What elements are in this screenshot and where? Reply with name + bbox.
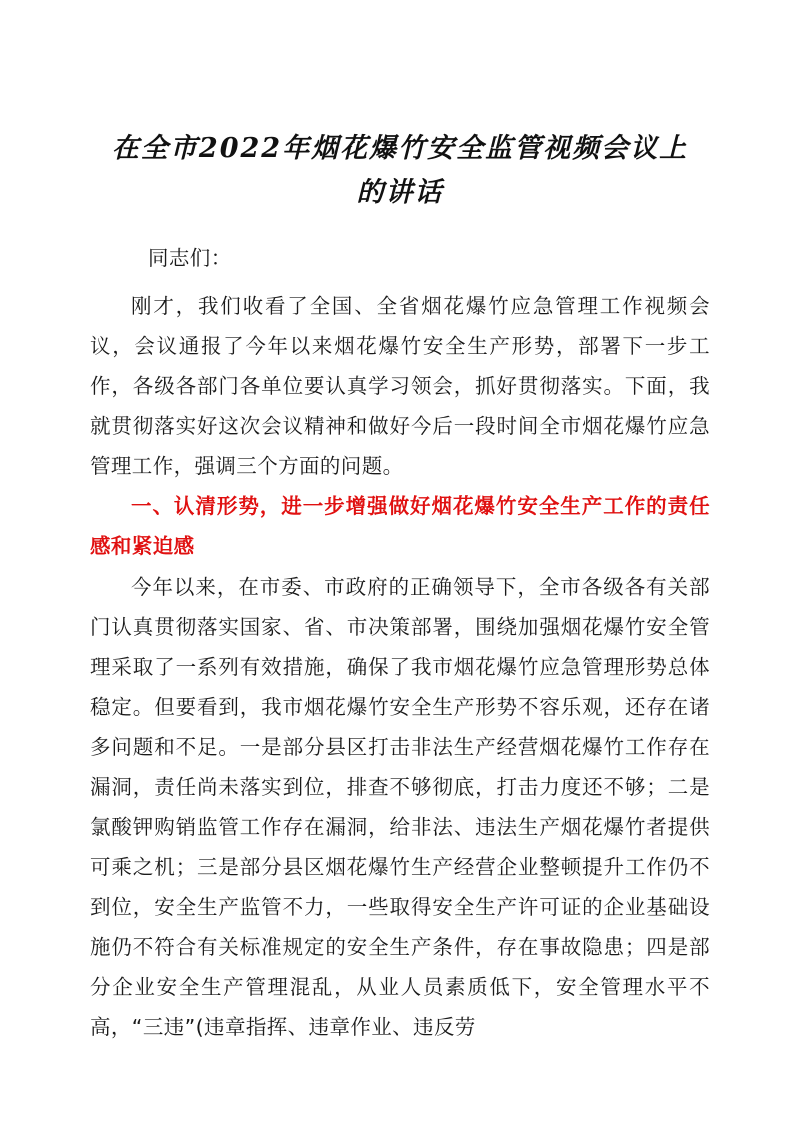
section-heading-1: 一、认清形势，进一步增强做好烟花爆竹安全生产工作的责任感和紧迫感 bbox=[90, 494, 710, 558]
paragraph-intro: 刚才，我们收看了全国、全省烟花爆竹应急管理工作视频会议，会议通报了今年以来烟花爆竹安全生产形势，部署下一步工作，各级各部门各单位要认真学习领会，抓好贯彻落实。下面，我就贯彻落实好这次会议精神和做好今后一段时间全市烟花爆竹应急管理工作，强调三个方面的问题。 bbox=[90, 294, 710, 478]
salutation: 同志们： bbox=[148, 246, 232, 270]
document-title-line-1: 在全市2022年烟花爆竹安全监管视频会议上 bbox=[111, 133, 689, 164]
paragraph-situation: 今年以来，在市委、市政府的正确领导下，全市各级各有关部门认真贯彻落实国家、省、市决策部署，围绕加强烟花爆竹安全管理采取了一系列有效措施，确保了我市烟花爆竹应急管理形势总体稳定。但要看到，我市烟花爆竹安全生产形势不容乐观，还存在诸多问题和不足。一是部分县区打击非法生产经营烟花爆竹工作存在漏洞，责任尚未落实到位，排查不够彻底，打击力度还不够；二是氯酸钾购销监管工作存在漏洞，给非法、违法生产烟花爆竹者提供可乘之机；三是部分县区烟花爆竹生产经营企业整顿提升工作仍不到位，安全生产监管不力，一些取得安全生产许可证的企业基础设施仍不符合有关标准规定的安全生产条件，存在事故隐患；四是部分企业安全生产管理混乱，从业人员素质低下，安全管理水平不高，“三违”(违章指挥、违章作业、违反劳 bbox=[90, 575, 710, 1039]
document-title-line-2: 的讲话 bbox=[356, 177, 444, 208]
